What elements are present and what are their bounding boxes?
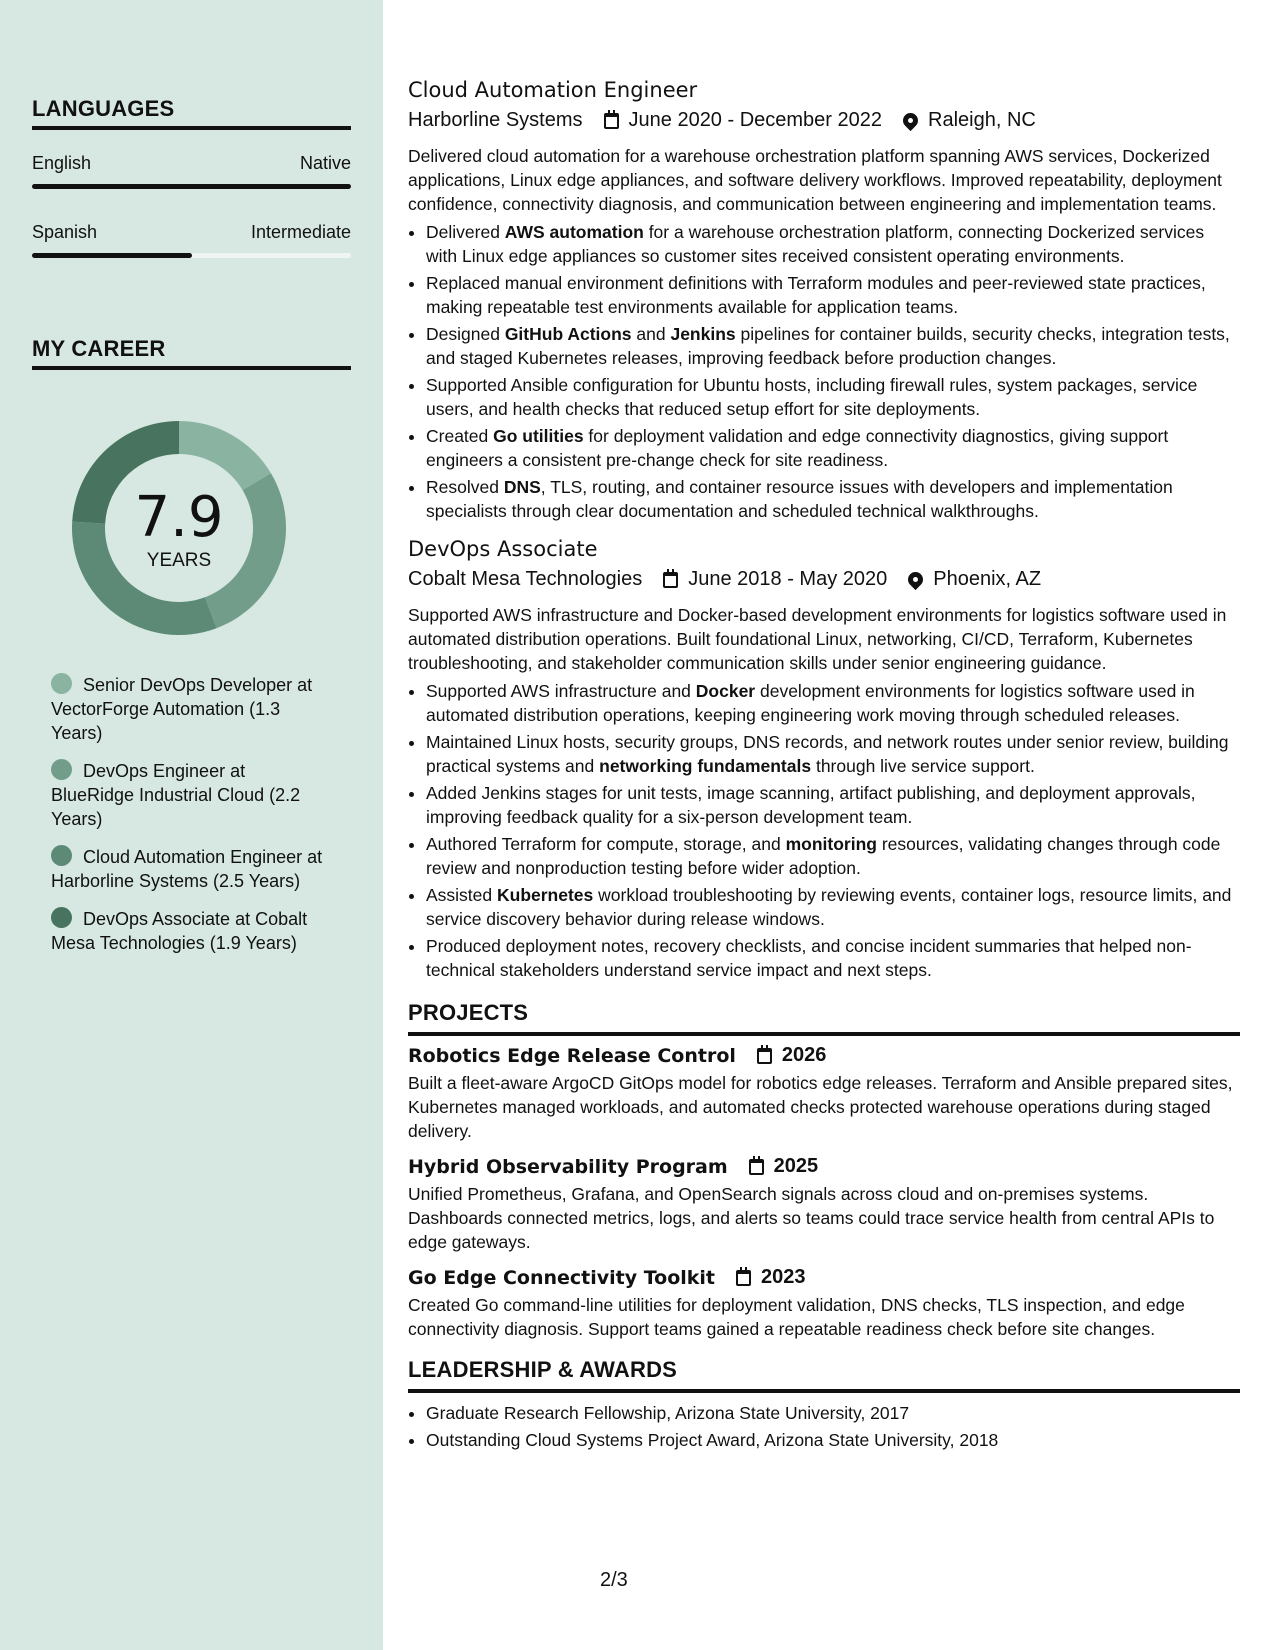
job-dates: June 2018 - May 2020 <box>688 568 888 590</box>
experience-list <box>408 78 1240 982</box>
project-title: Robotics Edge Release Control <box>408 1044 736 1067</box>
bullet-text: Created <box>426 426 494 446</box>
bullet-keyword: Jenkins <box>670 324 736 344</box>
language-bar-english <box>32 184 351 189</box>
bullet-text: Supported Ansible configuration for Ubuntu hosts, including firewall rules, system packages, service users, and health checks that reduced setup effort for site deployments. <box>426 375 1198 419</box>
project-title: Go Edge Connectivity Toolkit <box>408 1266 716 1289</box>
career-legend <box>51 673 331 969</box>
bullet-text: through live service support. <box>811 756 1035 776</box>
job-bullets <box>408 220 1240 523</box>
legend-dot <box>51 845 72 866</box>
project-description: Created Go command-line utilities for deployment validation, DNS checks, TLS inspection, and edge connectivity diagnosis. Support teams gained a repeatable readiness check before site changes. <box>408 1295 1185 1339</box>
award-item: • Graduate Research Fellowship, Arizona State University, 2017 <box>426 1401 1240 1425</box>
language-bar-fill <box>32 184 351 189</box>
bullet-text: Produced deployment notes, recovery checklists, and concise incident summaries that helped non-technical stakeholders understand service impact and next steps. <box>426 936 1192 980</box>
bullet-item <box>426 730 1240 778</box>
language-bar-spanish <box>32 253 351 258</box>
project-title-row <box>408 1044 1240 1067</box>
bullet-item <box>426 373 1240 421</box>
career-legend-label: DevOps Associate at Cobalt Mesa Technologies (1.9 Years) <box>51 909 308 953</box>
bullet-keyword: AWS automation <box>504 222 644 242</box>
bullet-text: Designed <box>426 324 505 344</box>
bullet-item <box>426 781 1240 829</box>
bullet-item <box>426 271 1240 319</box>
projects-list <box>408 1044 1240 1341</box>
job-location: Phoenix, AZ <box>933 568 1042 590</box>
project-entry <box>408 1044 1240 1143</box>
bullet-text: development environments for logistics software used in automated distribution operations, keeping engineering work moving through scheduled releases. <box>426 681 1195 725</box>
bullet-text: pipelines for container builds, security checks, integration tests, and staged Kubernetes releases, improving feedback before production changes. <box>426 324 1230 368</box>
calendar-icon <box>757 1048 772 1064</box>
projects-section <box>408 1000 1240 1341</box>
legend-dot <box>51 907 72 928</box>
language-name: Spanish <box>32 222 98 242</box>
legend-dot <box>51 673 72 694</box>
bullet-item <box>426 220 1240 268</box>
career-legend-label: DevOps Engineer at BlueRidge Industrial Cloud (2.2 Years) <box>51 761 301 829</box>
main-content <box>408 0 1240 1455</box>
job-title: DevOps Associate <box>408 537 598 561</box>
career-legend-item <box>51 907 331 955</box>
bullet-text: Resolved <box>426 477 504 497</box>
bullet-text: , TLS, routing, and container resource issues with developers and implementation specialists through clear documentation and scheduled technical walkthroughs. <box>426 477 1173 521</box>
language-spanish <box>32 222 351 243</box>
bullet-item <box>426 475 1240 523</box>
leadership-heading: LEADERSHIP & AWARDS <box>408 1357 678 1382</box>
job-location: Raleigh, NC <box>928 109 1036 131</box>
language-english <box>32 153 351 174</box>
leadership-list <box>408 1401 1240 1452</box>
language-level: Intermediate <box>250 222 351 242</box>
bullet-item <box>426 832 1240 880</box>
career-total-years: 7.9 <box>134 485 224 550</box>
project-year: 2023 <box>761 1266 806 1288</box>
languages-heading: LANGUAGES <box>32 96 175 121</box>
job-title: Cloud Automation Engineer <box>408 78 698 102</box>
award-item: • Outstanding Cloud Systems Project Award, Arizona State University, 2018 <box>426 1428 1240 1452</box>
projects-rule <box>408 1032 1240 1036</box>
projects-heading: PROJECTS <box>408 1000 529 1025</box>
job-summary: Delivered cloud automation for a warehouse orchestration platform spanning AWS services, Dockerized applications, Linux edge appliances, and software delivery workflows. Improved repeatability, deployment confidence, connectivity diagnosis, and communication between engineering and implementation teams. <box>408 146 1222 214</box>
calendar-icon <box>749 1159 764 1175</box>
project-entry <box>408 1266 1240 1341</box>
bullet-item <box>426 883 1240 931</box>
project-title-row <box>408 1155 1240 1178</box>
donut-segment-1 <box>179 421 271 490</box>
job-summary: Supported AWS infrastructure and Docker-based development environments for logistics software used in automated distribution operations. Built foundational Linux, networking, CI/CD, Terraform, Kubernetes troubleshooting, and stakeholder communication skills under senior engineering guidance. <box>408 605 1227 673</box>
bullet-keyword: networking fundamentals <box>599 756 812 776</box>
leadership-rule <box>408 1389 1240 1393</box>
language-bar-fill <box>32 253 192 258</box>
legend-dot <box>51 759 72 780</box>
page-number: 2/3 <box>600 1569 628 1591</box>
career-heading: MY CAREER <box>32 336 166 361</box>
project-year: 2026 <box>781 1044 827 1066</box>
career-total-unit: YEARS <box>146 550 212 571</box>
job-bullets <box>408 679 1240 982</box>
bullet-keyword: Go utilities <box>493 426 584 446</box>
bullet-text: Added Jenkins stages for unit tests, image scanning, artifact publishing, and deployment approvals, improving feedback quality for a six-person development team. <box>426 783 1196 827</box>
leadership-section <box>408 1357 1240 1452</box>
bullet-keyword: monitoring <box>785 834 877 854</box>
bullet-item <box>426 679 1240 727</box>
calendar-icon <box>736 1270 751 1286</box>
calendar-icon <box>663 572 678 588</box>
career-legend-item <box>51 759 331 831</box>
career-legend-item <box>51 673 331 745</box>
bullet-item <box>426 424 1240 472</box>
bullet-text: Delivered <box>426 222 505 242</box>
bullet-keyword: Kubernetes <box>497 885 594 905</box>
bullet-text: and <box>631 324 671 344</box>
bullet-text: Authored Terraform for compute, storage, and <box>426 834 786 854</box>
job-entry <box>408 537 1240 982</box>
job-dates: June 2020 - December 2022 <box>628 109 883 131</box>
job-entry <box>408 78 1240 523</box>
bullet-keyword: GitHub Actions <box>504 324 632 344</box>
location-pin-icon <box>905 569 926 590</box>
bullet-text: for a warehouse orchestration platform, connecting Dockerized services with Linux edge appliances so customer sites received consistent operating environments. <box>426 222 1205 266</box>
career-legend-item <box>51 845 331 893</box>
project-entry <box>408 1155 1240 1254</box>
project-title-row <box>408 1266 1240 1289</box>
project-title: Hybrid Observability Program <box>408 1155 728 1178</box>
calendar-icon <box>604 113 619 129</box>
job-meta <box>408 109 1240 132</box>
language-name: English <box>32 153 92 173</box>
location-pin-icon <box>900 110 921 131</box>
sidebar <box>0 0 383 1650</box>
career-rule <box>32 366 351 370</box>
bullet-text: Assisted <box>426 885 497 905</box>
bullet-text: Supported AWS infrastructure and <box>426 681 696 701</box>
language-level: Native <box>299 153 351 173</box>
bullet-text: Maintained Linux hosts, security groups, DNS records, and network routes under senior review, building practical systems and <box>426 732 1229 776</box>
career-legend-label: Cloud Automation Engineer at Harborline Systems (2.5 Years) <box>51 847 323 891</box>
bullet-text: workload troubleshooting by reviewing events, container logs, resource limits, and service discovery behavior during release windows. <box>426 885 1232 929</box>
project-description: Unified Prometheus, Grafana, and OpenSearch signals across cloud and on-premises systems. Dashboards connected metrics, logs, and alerts so teams could trace service health from central APIs to edge gateways. <box>408 1184 1215 1252</box>
bullet-keyword: Docker <box>695 681 756 701</box>
career-legend-label: Senior DevOps Developer at VectorForge Automation (1.3 Years) <box>51 675 313 743</box>
bullet-text: Replaced manual environment definitions with Terraform modules and peer-reviewed state practices, making repeatable test environments available for application teams. <box>426 273 1206 317</box>
bullet-keyword: DNS <box>503 477 541 497</box>
project-year: 2025 <box>773 1155 819 1177</box>
languages-rule <box>32 126 351 130</box>
job-meta <box>408 568 1240 591</box>
bullet-item <box>426 934 1240 982</box>
company-name: Cobalt Mesa Technologies <box>408 568 643 590</box>
project-description: Built a fleet-aware ArgoCD GitOps model for robotics edge releases. Terraform and Ansible prepared sites, Kubernetes managed workloads, and automated checks protected warehouse operations during staged delivery. <box>408 1073 1233 1141</box>
bullet-text: for deployment validation and edge connectivity diagnostics, giving support engineers a consistent pre-change check for site readiness. <box>426 426 1169 470</box>
bullet-text: resources, validating changes through code review and nonproduction testing before wider adoption. <box>426 834 1221 878</box>
company-name: Harborline Systems <box>408 109 583 131</box>
bullet-item <box>426 322 1240 370</box>
